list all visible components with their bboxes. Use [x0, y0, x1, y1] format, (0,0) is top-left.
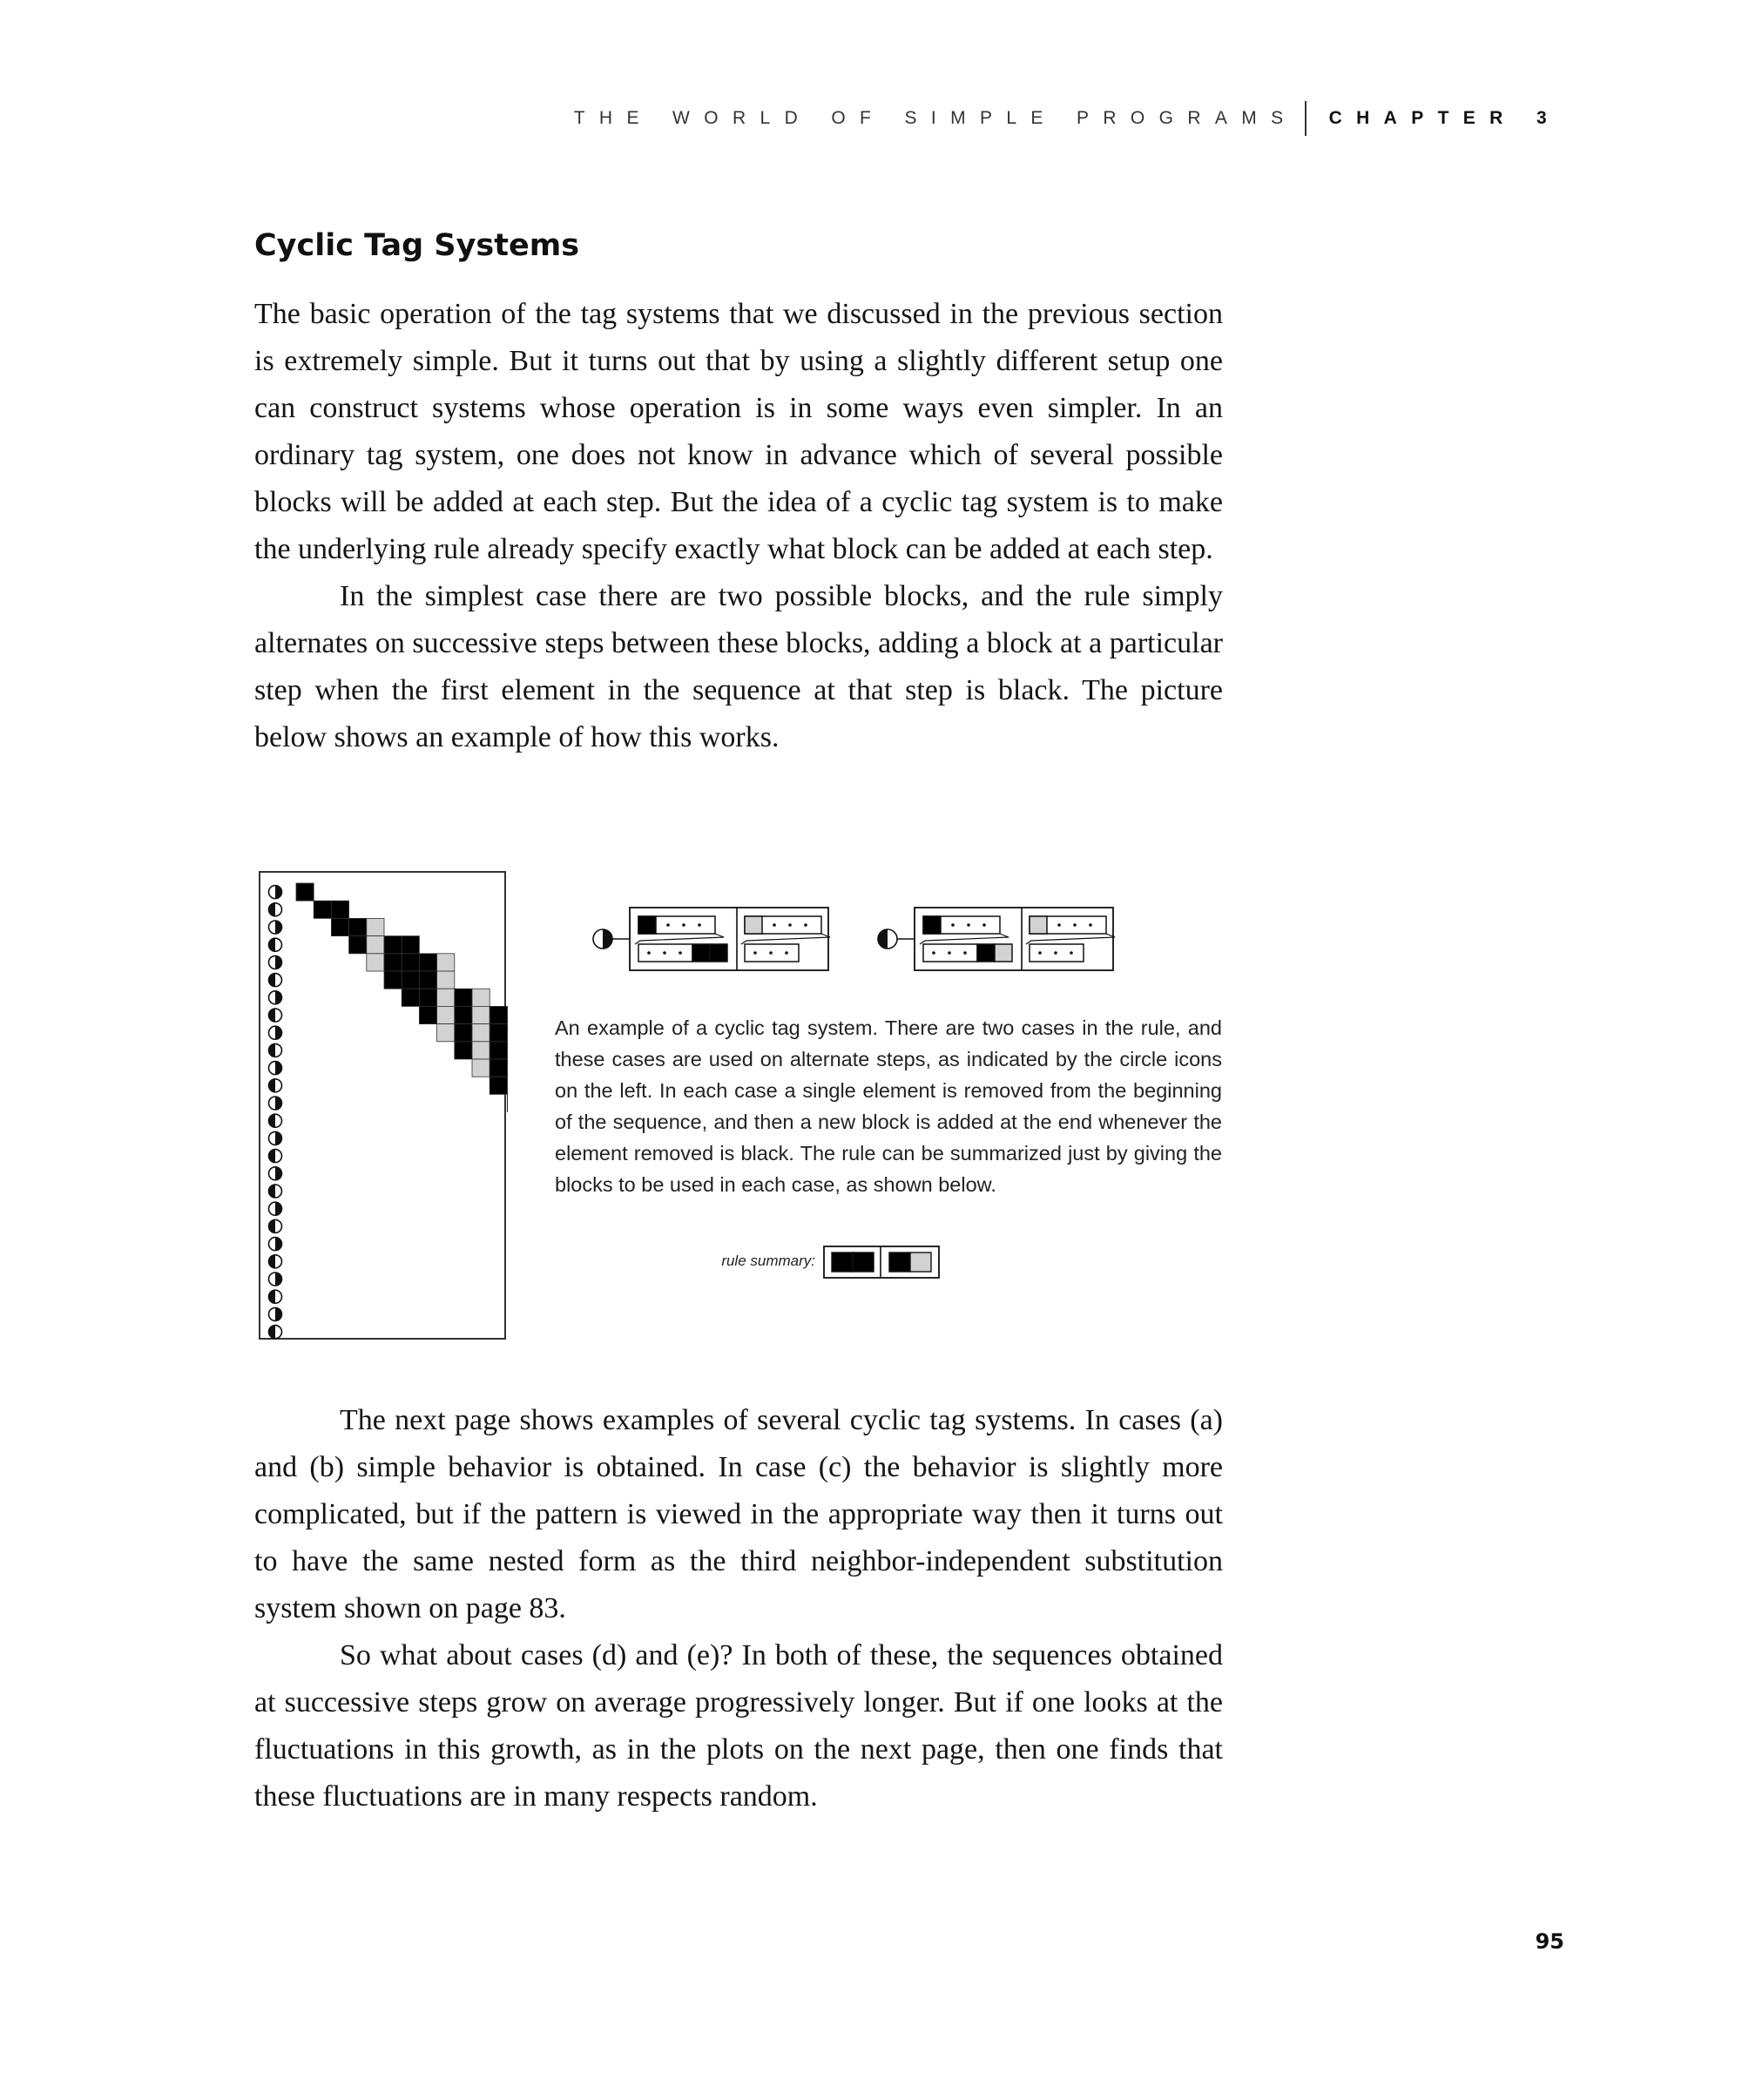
cell-black	[507, 1042, 508, 1059]
cell-black	[977, 944, 995, 962]
cell-black	[402, 971, 419, 989]
cell-gray	[367, 918, 384, 935]
running-head	[574, 101, 1561, 136]
section-title: Cyclic Tag Systems	[254, 228, 580, 263]
dot	[666, 923, 670, 927]
step-icon-case-1	[269, 886, 282, 899]
paragraph: The basic operation of the tag systems that we discussed in the previous section is extremely simple. But it turns out that by using a slightly different setup one can construct systems whose operation is in some ways even simpler. In an ordinary tag system, one does not know in advance which of several possible blocks will be added at each step. But the idea of a cyclic tag system is to make the underlying rule already specify exactly what block can be added at each step.	[254, 298, 1223, 565]
cell-black	[296, 883, 314, 901]
step-icon-case-1	[269, 1062, 282, 1075]
cell-gray	[437, 1006, 455, 1023]
cell-black	[419, 989, 436, 1006]
dot	[967, 923, 970, 927]
cell-gray	[995, 944, 1012, 962]
paragraph: So what about cases (d) and (e)? In both of these, the sequences obtained at successive steps grow on average progressively longer. But if one looks at the fluctuations in this growth, as in the plots on the next page, then one finds that these fluctuations are in many respects random.	[254, 1639, 1223, 1813]
cell-black	[331, 901, 348, 918]
step-icon-case-1	[269, 1273, 282, 1286]
cell-black	[384, 971, 402, 989]
cell-black	[455, 1042, 472, 1059]
cell-black	[455, 1024, 472, 1042]
cell-black	[638, 916, 656, 934]
body-text-before-figure	[254, 291, 1223, 761]
dot	[804, 923, 807, 927]
cell-black	[490, 1059, 507, 1077]
cell-black	[331, 918, 348, 935]
dot	[773, 923, 776, 927]
rule-case-1	[593, 908, 830, 970]
dot	[1038, 951, 1042, 955]
cell-black	[402, 936, 419, 954]
cell-black	[384, 936, 402, 954]
cell-gray	[437, 1024, 455, 1042]
cell-gray	[472, 989, 490, 1006]
chapter-label: CHAPTER 3	[1328, 108, 1561, 128]
dot	[682, 923, 685, 927]
figure-caption	[555, 1012, 1222, 1200]
cell-gray	[367, 936, 384, 954]
cell-gray	[472, 1042, 490, 1059]
dot	[788, 923, 792, 927]
step-icon-case-1	[269, 1131, 282, 1145]
cell-black	[402, 954, 419, 971]
rule-diagram	[592, 897, 1202, 1002]
cell-black	[490, 1006, 507, 1023]
step-icon-case-2	[269, 1255, 282, 1268]
cell-black	[419, 1006, 436, 1023]
cell-black	[490, 1042, 507, 1059]
evolution-figure	[259, 871, 506, 1340]
cell-black	[384, 954, 402, 971]
step-icon-case-1	[269, 1097, 282, 1110]
step-icon-case-1	[269, 1026, 282, 1039]
running-title: THE WORLD OF SIMPLE PROGRAMS	[573, 108, 1298, 128]
dot	[679, 951, 682, 955]
step-icon-case-2	[269, 903, 282, 916]
dot	[769, 951, 773, 955]
rule-case-2	[878, 908, 1115, 970]
cell-gray	[437, 989, 455, 1006]
step-icon-case-2	[269, 1219, 282, 1232]
step-icon-case-2	[269, 1185, 282, 1198]
dot	[948, 951, 951, 955]
cell-black	[490, 1024, 507, 1042]
dot	[1073, 923, 1077, 927]
cell-gray	[910, 1253, 931, 1272]
cell-black	[419, 954, 436, 971]
dot	[932, 951, 935, 955]
dot	[1070, 951, 1073, 955]
step-icon-case-2	[269, 1150, 282, 1163]
cell-gray	[437, 971, 455, 989]
step-icon-case-1	[269, 1307, 282, 1320]
step-icon-case-1	[269, 1202, 282, 1215]
dot	[698, 923, 701, 927]
step-icon-case-1	[269, 1238, 282, 1251]
header-divider	[1305, 101, 1306, 136]
dot	[1089, 923, 1092, 927]
dot	[963, 951, 967, 955]
cell-black	[349, 936, 367, 954]
cell-gray	[367, 954, 384, 971]
step-icon-case-2	[269, 1079, 282, 1092]
cell-black	[710, 944, 727, 962]
cell-black	[923, 916, 941, 934]
cell-black	[455, 1006, 472, 1023]
cell-gray	[1030, 916, 1047, 934]
dot	[663, 951, 666, 955]
cell-black	[455, 989, 472, 1006]
cell-black	[889, 1253, 910, 1272]
cell-black	[507, 1077, 508, 1094]
cell-gray	[472, 1006, 490, 1023]
paragraph: The next page shows examples of several cyclic tag systems. In cases (a) and (b) simple behavior is obtained. In case (c) the behavior is slightly more complicated, but if the pattern is viewed in the appropriate way then it turns out to have the same nested form as the third neighbor-independent substitution system shown on page 83.	[254, 1404, 1223, 1624]
evolution-diagram	[260, 873, 508, 1341]
cell-black	[314, 901, 331, 918]
rule-summary-label: rule summary:	[721, 1253, 815, 1269]
step-icon-case-1	[269, 991, 282, 1004]
dot	[647, 951, 651, 955]
rule-summary	[823, 1244, 945, 1282]
paragraph: In the simplest case there are two possible blocks, and the rule simply alternates on successive steps between these blocks, adding a block at a particular step when the first element in the sequence at that step is black. The picture below shows an example of how this works.	[254, 580, 1223, 753]
step-icon-case-2	[269, 1009, 282, 1022]
step-icon-case-2	[269, 974, 282, 987]
cell-gray	[472, 1059, 490, 1077]
cell-gray	[437, 954, 455, 971]
step-icon-case-2	[878, 929, 897, 949]
cell-black	[490, 1077, 507, 1094]
cell-black	[507, 1006, 508, 1023]
cell-black	[507, 1024, 508, 1042]
cell-black	[853, 1253, 874, 1272]
dot	[982, 923, 986, 927]
step-icon-case-1	[269, 1167, 282, 1180]
dot	[1057, 923, 1061, 927]
dot	[951, 923, 955, 927]
caption-text: An example of a cyclic tag system. There are two cases in the rule, and these cases are used on alternate steps, as indicated by the circle icons on the left. In each case a single element is removed from the beginning of the sequence, and then a new block is added at the end whenever the element removed is black. The rule can be summarized just by giving the blocks to be used in each case, as shown below.	[555, 1016, 1222, 1196]
step-icon-case-2	[269, 1043, 282, 1057]
cell-black	[402, 989, 419, 1006]
step-icon-case-2	[269, 1114, 282, 1127]
dot	[785, 951, 788, 955]
dot	[1054, 951, 1057, 955]
cell-black	[507, 1059, 508, 1077]
step-icon-case-2	[269, 1290, 282, 1303]
step-icon-case-1	[593, 929, 612, 949]
page-number: 95	[1535, 1929, 1564, 1954]
dot	[753, 951, 757, 955]
cell-black	[507, 1094, 508, 1111]
cell-gray	[472, 1024, 490, 1042]
step-icon-case-2	[269, 938, 282, 951]
cell-gray	[745, 916, 762, 934]
cell-black	[832, 1253, 853, 1272]
step-icon-case-2	[269, 1326, 282, 1339]
cell-black	[419, 971, 436, 989]
cell-black	[692, 944, 710, 962]
cell-black	[349, 918, 367, 935]
body-text-after-figure	[254, 1397, 1223, 1820]
step-icon-case-1	[269, 921, 282, 934]
step-icon-case-1	[269, 955, 282, 969]
